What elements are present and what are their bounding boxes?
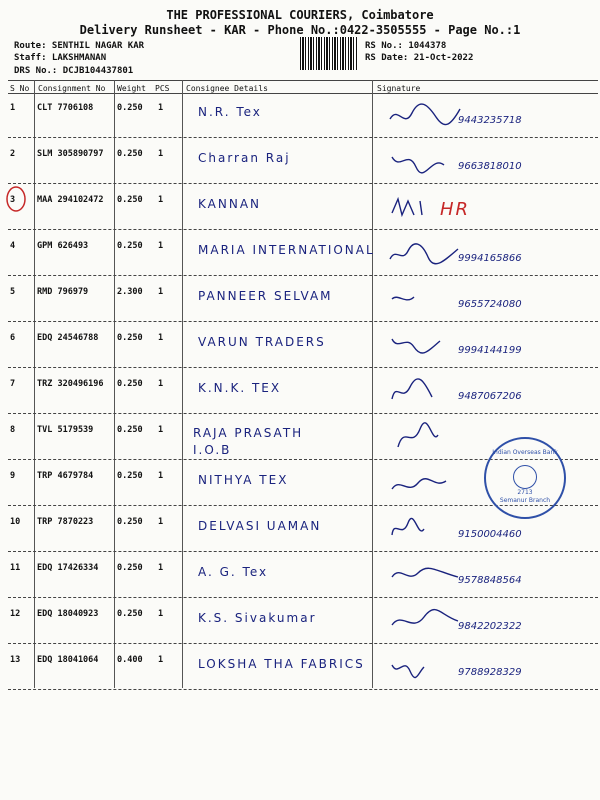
row-sno: 7	[10, 379, 16, 389]
staff-label: Staff: LAKSHMANAN	[14, 53, 107, 63]
row-weight: 0.250	[117, 103, 143, 113]
row-weight: 0.250	[117, 609, 143, 619]
route-label: Route: SENTHIL NAGAR KAR	[14, 41, 145, 51]
drs-label: DRS No.: DCJB104437801	[14, 66, 134, 76]
row-consignee-handwritten: A. G. Tex	[198, 565, 269, 579]
row-signature-phone: 9487067206	[458, 391, 522, 402]
rs-number: RS No.: 1044378	[365, 41, 447, 51]
row-consignment-no: EDQ 18041064	[37, 655, 99, 665]
row-consignee-handwritten: KANNAN	[198, 197, 262, 211]
row-signature-phone: 9655724080	[458, 299, 522, 310]
company-title: THE PROFESSIONAL COURIERS, Coimbatore	[166, 8, 434, 22]
row-pcs: 1	[158, 103, 164, 113]
row-consignee-handwritten: PANNEER SELVAM	[198, 289, 333, 303]
row-consignee-handwritten: K.S. Sivakumar	[198, 611, 317, 625]
stamp-bank-name: Indian Overseas Bank	[492, 449, 558, 456]
stamp-code: 2713	[517, 489, 533, 496]
row-consignment-no: TRP 7870223	[37, 517, 94, 527]
row-weight: 0.250	[117, 379, 143, 389]
row-consignee-handwritten: K.N.K. TEX	[198, 381, 282, 395]
row-sno: 9	[10, 471, 16, 481]
col-header-sno: S No	[10, 84, 30, 93]
row-consignment-no: EDQ 24546788	[37, 333, 99, 343]
row-consignment-no: EDQ 17426334	[37, 563, 99, 573]
row-consignment-no: TRZ 320496196	[37, 379, 104, 389]
row-consignee-handwritten: VARUN TRADERS	[198, 335, 326, 349]
row-weight: 0.250	[117, 333, 143, 343]
red-circle-mark	[7, 187, 25, 211]
row-signature-phone: 9443235718	[458, 115, 522, 126]
stamp-emblem-icon	[513, 465, 537, 489]
row-sno: 6	[10, 333, 16, 343]
row-signature-phone: 9842202322	[458, 621, 522, 632]
row-pcs: 1	[158, 563, 164, 573]
row-pcs: 1	[158, 609, 164, 619]
col-header-weight: Weight	[117, 84, 146, 93]
row-signature-phone: 9578848564	[458, 575, 522, 586]
row-consignment-no: TRP 4679784	[37, 471, 94, 481]
row-weight: 0.250	[117, 425, 143, 435]
row-weight: 0.250	[117, 563, 143, 573]
row-pcs: 1	[158, 241, 164, 251]
row-pcs: 1	[158, 287, 164, 297]
row-pcs: 1	[158, 379, 164, 389]
stamp-branch: Semanur Branch	[499, 497, 551, 504]
row-weight: 0.400	[117, 655, 143, 665]
row-consignment-no: RMD 796979	[37, 287, 89, 297]
row-signature-phone: 9150004460	[458, 529, 522, 540]
row-pcs: 1	[158, 333, 164, 343]
row-weight: 0.250	[117, 471, 143, 481]
row-pcs: 1	[158, 195, 164, 205]
row-sno: 8	[10, 425, 16, 435]
row-pcs: 1	[158, 149, 164, 159]
row-consignment-no: MAA 294102472	[37, 195, 104, 205]
col-header-signature: Signature	[377, 84, 421, 93]
row-signature-phone: 9994165866	[458, 253, 522, 264]
row-signature-phone: 9788928329	[458, 667, 522, 678]
row-signature-phone: 9994144199	[458, 345, 522, 356]
row-pcs: 1	[158, 425, 164, 435]
row-signature-phone: 9663818010	[458, 161, 522, 172]
row-weight: 0.250	[117, 195, 143, 205]
row-consignee-handwritten: Charran Raj	[198, 151, 291, 165]
row-consignee-handwritten: DELVASI UAMAN	[198, 519, 322, 533]
row-consignment-no: GPM 626493	[37, 241, 89, 251]
row-mark-red: HR	[440, 199, 471, 220]
bank-stamp	[484, 437, 566, 519]
rs-date: RS Date: 21-Oct-2022	[365, 53, 474, 63]
row-consignment-no: SLM 305890797	[37, 149, 104, 159]
row-sno: 1	[10, 103, 16, 113]
row-consignee-handwritten: LOKSHA THA FABRICS	[198, 657, 365, 671]
row-weight: 0.250	[117, 149, 143, 159]
row-consignee-handwritten: NITHYA TEX	[198, 473, 289, 487]
col-header-consignment: Consignment No	[38, 84, 106, 93]
row-weight: 0.250	[117, 517, 143, 527]
row-pcs: 1	[158, 655, 164, 665]
row-sno: 3	[10, 195, 16, 205]
row-sno: 2	[10, 149, 16, 159]
row-sno: 10	[10, 517, 21, 527]
row-consignee-handwritten: RAJA PRASATH I.O.B	[193, 426, 304, 457]
row-weight: 0.250	[117, 241, 143, 251]
row-sno: 4	[10, 241, 16, 251]
row-weight: 2.300	[117, 287, 143, 297]
row-pcs: 1	[158, 471, 164, 481]
row-pcs: 1	[158, 517, 164, 527]
row-consignee-handwritten: N.R. Tex	[198, 105, 262, 119]
col-header-consignee: Consignee Details	[186, 84, 268, 93]
runsheet-subtitle: Delivery Runsheet - KAR - Phone No.:0422-3505555 - Page No.:1	[79, 23, 521, 37]
row-sno: 11	[10, 563, 21, 573]
row-consignment-no: EDQ 18040923	[37, 609, 99, 619]
row-sno: 13	[10, 655, 21, 665]
row-consignment-no: TVL 5179539	[37, 425, 94, 435]
row-sno: 5	[10, 287, 16, 297]
row-consignee-handwritten: MARIA INTERNATIONAL	[198, 243, 375, 257]
row-sno: 12	[10, 609, 21, 619]
row-consignment-no: CLT 7706108	[37, 103, 94, 113]
col-header-pcs: PCS	[155, 84, 170, 93]
